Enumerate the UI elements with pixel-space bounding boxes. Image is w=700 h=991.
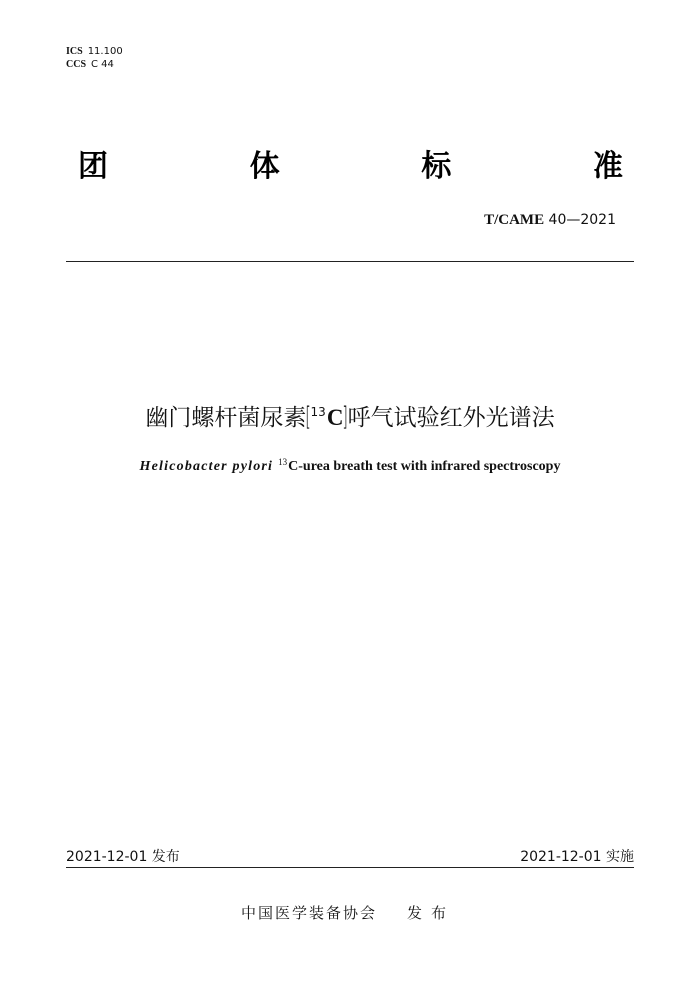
bracket-close: ] [342,402,349,432]
publisher-name: 中国医学装备协会 [241,904,378,922]
implement-date: 2021-12-01 实施 [520,849,634,865]
publisher-line [241,902,455,923]
ics-label: ICS [66,46,83,57]
chinese-title-start: 幽门螺杆菌尿素 [145,405,307,431]
ccs-label: CCS [66,59,87,70]
isotope [311,405,344,430]
bracket-open: [ [305,402,312,432]
english-title [0,457,700,475]
english-title-rest: C-urea breath test with infrared spectroscopy [288,459,561,474]
category-char: 标 [421,149,452,184]
english-title-species: Helicobacter pylori [139,459,274,474]
chinese-title-end: 呼气试验红外光谱法 [347,405,555,431]
classification-codes [66,45,123,71]
category-char: 体 [249,149,280,184]
publisher-issued: 发布 [407,904,456,922]
isotope-mass: 13 [310,405,326,419]
english-isotope-mass: 13 [278,457,288,467]
isotope-symbol: C [326,405,344,430]
bottom-divider [66,867,634,868]
standard-prefix: T/CAME [484,212,545,228]
ics-code [66,45,123,58]
standard-code: 40—2021 [548,212,616,228]
category-char: 准 [592,149,623,184]
ics-value: 11.100 [87,46,123,57]
ccs-code [66,58,123,71]
ccs-value: C 44 [91,59,114,70]
category-heading [78,145,623,189]
publish-date: 2021-12-01 发布 [66,849,180,865]
chinese-title [0,392,700,438]
top-divider [66,261,634,262]
standard-number [484,212,616,229]
category-char: 团 [78,149,108,184]
